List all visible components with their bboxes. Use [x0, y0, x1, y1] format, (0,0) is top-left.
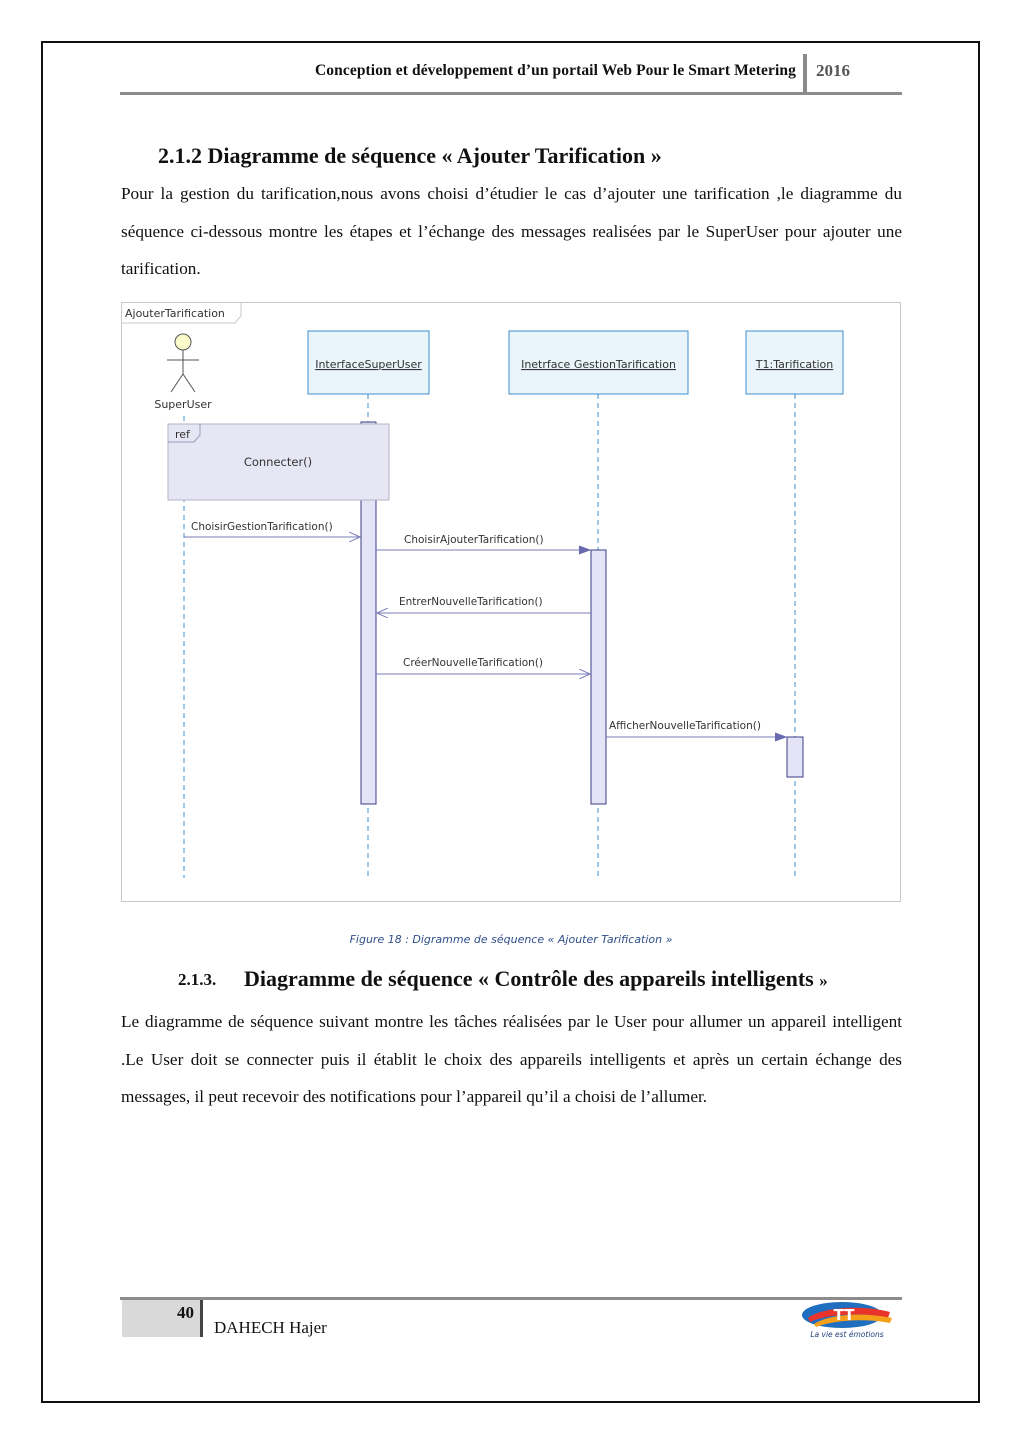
lifeline-gestiontarification-label: Inetrface GestionTarification: [521, 358, 676, 371]
section-heading-ajouter-tarification: 2.1.2 Diagramme de séquence « Ajouter Tarification »: [158, 143, 662, 168]
message-choisir-ajouter-tarification: ChoisirAjouterTarification(): [404, 534, 544, 546]
activation-gestiontarification: [591, 550, 606, 804]
lifeline-tarification-label: T1:Tarification: [755, 358, 834, 371]
message-entrer-nouvelle-tarification: EntrerNouvelleTarification(): [399, 596, 543, 608]
footer-separator: [200, 1300, 203, 1337]
svg-text:La vie est émotions: La vie est émotions: [810, 1330, 884, 1339]
section-paragraph-ajouter-tarification: Pour la gestion du tarification,nous avons choisi d’étudier le cas d’ajouter une tarification ,le diagramme du séquence ci-dessous montre les étapes et l’échange des messages realisées par le SuperUser pour ajouter une tarification.: [121, 184, 902, 278]
message-creer-nouvelle-tarification: CréerNouvelleTarification(): [403, 657, 544, 669]
section-heading-controle-appareils: [244, 966, 828, 992]
ref-fragment-label: Connecter(): [243, 455, 313, 469]
sequence-diagram: [121, 302, 901, 902]
tunisie-telecom-logo: [800, 1300, 898, 1340]
lifeline-interfacesuperuser-label: InterfaceSuperUser: [315, 358, 422, 371]
message-afficher-nouvelle-tarification: AfficherNouvelleTarification(): [609, 720, 761, 732]
section-paragraph-controle-appareils: Le diagramme de séquence suivant montre les tâches réalisées par le User pour allumer un appareil intelligent .Le User doit se connecter puis il établit le choix des appareils intelligents et après un certain échange des messages, il peut recevoir des notifications pour l’appareil qu’il a choisi de l’allumer.: [121, 1012, 902, 1106]
frame-label: AjouterTarification: [125, 307, 225, 320]
section-heading-controle-close: »: [819, 971, 828, 990]
page-number: 40: [177, 1303, 194, 1322]
section-number-controle: 2.1.3.: [178, 970, 217, 989]
figure-caption: Figure 18 : Digramme de séquence « Ajouter Tarification »: [349, 933, 673, 946]
footer-rule: [120, 1297, 902, 1300]
activation-tarification: [787, 737, 803, 777]
message-choisir-gestion-tarification: ChoisirGestionTarification(): [191, 521, 333, 533]
svg-text:TT: TT: [833, 1306, 855, 1324]
footer-author: DAHECH Hajer: [214, 1318, 327, 1337]
actor-label: SuperUser: [154, 398, 212, 411]
header-separator: [803, 54, 807, 94]
section-heading-controle-main: Diagramme de séquence « Contrôle des appareils intelligents: [244, 966, 814, 991]
ref-fragment-tag-label: ref: [175, 428, 190, 441]
running-header-year: 2016: [816, 61, 850, 80]
header-rule: [120, 92, 902, 95]
running-header-title: Conception et développement d’un portail Web Pour le Smart Metering: [315, 62, 796, 79]
